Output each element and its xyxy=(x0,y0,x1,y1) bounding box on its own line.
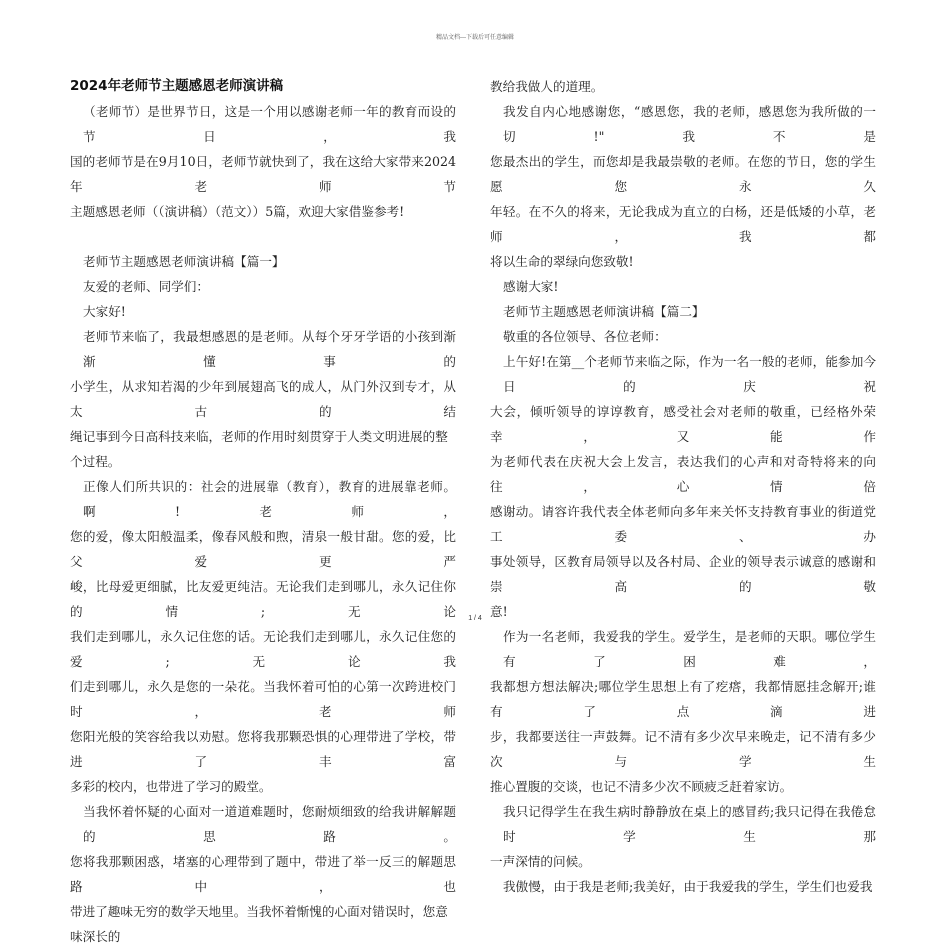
paragraph xyxy=(490,799,876,874)
text-line: 教给我做人的道理。 xyxy=(490,79,604,94)
text-line: 我都想方想法解决;哪位学生思想上有了疙瘩，我都情愿挂念解开;谁有了点滴进 xyxy=(490,679,876,719)
text-line: 您最杰出的学生，而您却是我最崇敬的老师。在您的节日，您的学生愿您永久 xyxy=(490,154,876,194)
text-line: 我傲慢，由于我是老师;我美好，由于我爱我的学生，学生们也爱我 xyxy=(503,879,873,894)
paragraph xyxy=(490,74,876,99)
text-line: 我发自内心地感谢您，“感恩您，我的老师，感恩您为我所做的一切!"我不是 xyxy=(503,104,876,144)
text-line: 意! xyxy=(490,604,508,619)
paragraph xyxy=(70,474,456,799)
document-title: 2024年老师节主题感恩老师演讲稿 xyxy=(70,78,284,94)
page-header: 精品文档---下载后可任意编辑 xyxy=(435,34,515,41)
text-line: 感谢动。请容许我代表全体老师向多年来关怀支持教育事业的街道党工委、办 xyxy=(490,504,876,544)
paragraph xyxy=(490,624,876,799)
text-line: 将以生命的翠绿向您致敬! xyxy=(490,254,634,269)
paragraph xyxy=(70,324,456,474)
text-line: 峻，比母爱更细腻，比友爱更纯洁。无论我们走到哪儿，永久记住你的情;无论 xyxy=(70,579,456,619)
text-line: 当我怀着怀疑的心面对一道道难题时，您耐烦细致的给我讲解解题的思路。 xyxy=(83,804,456,844)
paragraph xyxy=(490,99,876,274)
text-line: 大家好! xyxy=(83,304,126,319)
text-line: 您将我那颗困惑，堵塞的心理带到了题中，带进了举一反三的解题思路中，也 xyxy=(70,854,456,894)
text-line: 绳记事到今日高科技来临，老师的作用时刻贯穿于人类文明进展的整个过程。 xyxy=(70,429,448,469)
paragraph xyxy=(70,249,456,274)
text-line: 老师节来临了，我最想感恩的是老师。从每个牙牙学语的小孩到渐渐懂事的 xyxy=(83,329,456,369)
paragraph xyxy=(70,99,456,224)
text-line: 老师节主题感恩老师演讲稿【篇二】 xyxy=(503,304,705,319)
page-number: 1 / 4 xyxy=(468,615,482,622)
text-line: 主题感恩老师（（演讲稿）（范文））5篇，欢迎大家借鉴参考! xyxy=(70,204,405,219)
text-line: 您阳光般的笑容给我以劝慰。您将我那颗恐惧的心理带进了学校，带进了丰富 xyxy=(70,729,456,769)
paragraph xyxy=(490,874,876,899)
text-line: 国的老师节是在9月10日，老师节就快到了，我在这给大家带来2024年老师节 xyxy=(70,154,456,194)
text-line: 敬重的各位领导、各位老师： xyxy=(503,329,667,344)
text-line: 事处领导，区教育局领导以及各村局、企业的领导表示诚意的感谢和崇高的敬 xyxy=(490,554,876,594)
text-line: 老师节主题感恩老师演讲稿【篇一】 xyxy=(83,254,285,269)
right-column xyxy=(490,74,876,899)
text-line: 上午好!在第__个老师节来临之际，作为一名一般的老师，能参加今日的庆祝 xyxy=(503,354,876,394)
paragraph xyxy=(70,274,456,299)
text-line: （老师节）是世界节日，这是一个用以感谢老师一年的教育而设的节日，我 xyxy=(83,104,456,144)
text-line: 作为一名老师，我爱我的学生。爱学生，是老师的天职。哪位学生有了困难， xyxy=(503,629,876,669)
text-line: 为老师代表在庆祝大会上发言，表达我们的心声和对奇特将来的向往，心情倍 xyxy=(490,454,876,494)
text-line: 年轻。在不久的将来，无论我成为直立的白杨，还是低矮的小草，老师，我都 xyxy=(490,204,876,244)
text-line: 正像人们所共识的：社会的进展靠（教育），教育的进展靠老师。啊!老师， xyxy=(83,479,456,519)
text-line: 步，我都要送往一声鼓舞。记不清有多少次早来晚走，记不清有多少次与学生 xyxy=(490,729,876,769)
text-line: 小学生，从求知若渴的少年到展翅高飞的成人，从门外汉到专才，从太古的结 xyxy=(70,379,456,419)
paragraph xyxy=(490,274,876,299)
text-line: 我们走到哪儿，永久记住您的话。无论我们走到哪儿，永久记住您的爱;无论我 xyxy=(70,629,456,669)
paragraph xyxy=(70,299,456,324)
paragraph xyxy=(490,299,876,324)
text-line: 感谢大家! xyxy=(503,279,559,294)
paragraph xyxy=(490,324,876,349)
text-line: 带进了趣味无穷的数学天地里。当我怀着惭愧的心面对错误时，您意味深长的 xyxy=(70,904,448,944)
text-line: 我只记得学生在我生病时静静放在桌上的感冒药;我只记得在我倦怠时学生那 xyxy=(503,804,876,844)
text-line xyxy=(70,224,456,249)
paragraph xyxy=(70,224,456,249)
text-line: 友爱的老师、同学们： xyxy=(83,279,209,294)
text-line: 一声深情的问候。 xyxy=(490,854,591,869)
paragraph xyxy=(70,799,456,949)
text-line: 多彩的校内，也带进了学习的殿堂。 xyxy=(70,779,272,794)
text-line: 们走到哪儿，永久是您的一朵花。当我怀着可怕的心第一次跨进校门时，老师 xyxy=(70,679,456,719)
text-line: 大会，倾听领导的谆谆教育，感受社会对老师的敬重，已经格外荣幸，又能作 xyxy=(490,404,876,444)
text-line: 您的爱，像太阳般温柔，像春风般和煦，清泉一般甘甜。您的爱，比父爱更严 xyxy=(70,529,456,569)
paragraph xyxy=(490,349,876,624)
text-line: 推心置腹的交谈，也记不清多少次不顾疲乏赶着家访。 xyxy=(490,779,793,794)
left-column xyxy=(70,74,456,949)
